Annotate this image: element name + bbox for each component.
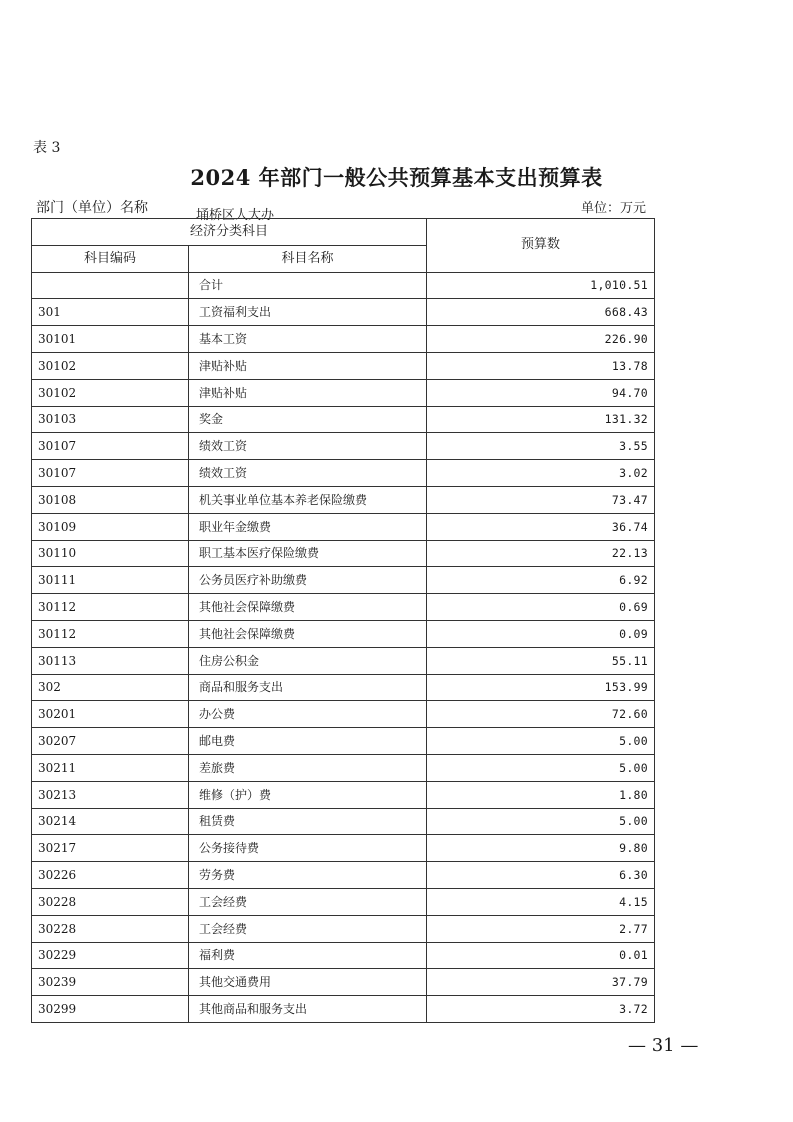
- subject-code-cell: 30111: [32, 567, 189, 594]
- budget-amount-cell: 4.15: [427, 888, 655, 915]
- subject-code-cell: 30102: [32, 352, 189, 379]
- subject-code-cell: 30112: [32, 620, 189, 647]
- subject-name-cell: 公务员医疗补助缴费: [189, 567, 427, 594]
- budget-amount-cell: 153.99: [427, 674, 655, 701]
- budget-amount-cell: 72.60: [427, 701, 655, 728]
- subject-name-cell: 其他社会保障缴费: [189, 594, 427, 621]
- table-row: [32, 754, 655, 781]
- subject-name-cell: 津贴补贴: [189, 352, 427, 379]
- budget-amount-cell: 55.11: [427, 647, 655, 674]
- budget-amount-cell: 2.77: [427, 915, 655, 942]
- department-label: 部门（单位）名称: [36, 200, 148, 216]
- subject-code-cell: 30102: [32, 379, 189, 406]
- subject-name-cell: 劳务费: [189, 862, 427, 889]
- subject-name-cell: 其他商品和服务支出: [189, 996, 427, 1023]
- subject-code-cell: 30214: [32, 808, 189, 835]
- table-row: [32, 433, 655, 460]
- table-row: [32, 594, 655, 621]
- subject-name-cell: 奖金: [189, 406, 427, 433]
- subject-name-cell: 差旅费: [189, 754, 427, 781]
- table-row: [32, 352, 655, 379]
- budget-amount-cell: 3.72: [427, 996, 655, 1023]
- table-row: [32, 888, 655, 915]
- table-row: [32, 379, 655, 406]
- table-row: [32, 701, 655, 728]
- table-number-label: 表 3: [33, 140, 61, 156]
- table-row: [32, 996, 655, 1023]
- budget-amount-cell: 1.80: [427, 781, 655, 808]
- subject-name-cell: 住房公积金: [189, 647, 427, 674]
- table-row: [32, 835, 655, 862]
- subject-code-cell: 30239: [32, 969, 189, 996]
- budget-amount-cell: 94.70: [427, 379, 655, 406]
- unit-label: 单位：万元: [580, 201, 646, 216]
- page-number: — 31 —: [628, 1035, 699, 1056]
- subject-code-cell: 30229: [32, 942, 189, 969]
- subject-name-cell: 职业年金缴费: [189, 513, 427, 540]
- subject-name-cell: 商品和服务支出: [189, 674, 427, 701]
- page-title: 2024 年部门一般公共预算基本支出预算表: [190, 165, 603, 190]
- subject-code-cell: 30228: [32, 915, 189, 942]
- table-row: [32, 326, 655, 353]
- subject-code-cell: 30103: [32, 406, 189, 433]
- subject-name-cell: 津贴补贴: [189, 379, 427, 406]
- subject-name-cell: 机关事业单位基本养老保险缴费: [189, 486, 427, 513]
- header-budget-amount: 预算数: [427, 219, 655, 273]
- budget-amount-cell: 3.55: [427, 433, 655, 460]
- subject-name-cell: 福利费: [189, 942, 427, 969]
- budget-amount-cell: 0.69: [427, 594, 655, 621]
- table-row: [32, 647, 655, 674]
- table-row: [32, 406, 655, 433]
- subject-name-cell: 工会经费: [189, 888, 427, 915]
- subject-code-cell: 30108: [32, 486, 189, 513]
- subject-name-cell: 绩效工资: [189, 433, 427, 460]
- budget-amount-cell: 226.90: [427, 326, 655, 353]
- subject-name-cell: 办公费: [189, 701, 427, 728]
- table-row: [32, 272, 655, 299]
- subject-name-cell: 基本工资: [189, 326, 427, 353]
- subject-code-cell: 30226: [32, 862, 189, 889]
- table-row: [32, 915, 655, 942]
- subject-code-cell: 30217: [32, 835, 189, 862]
- table-row: [32, 781, 655, 808]
- table-row: [32, 540, 655, 567]
- table-row: [32, 942, 655, 969]
- budget-amount-cell: 22.13: [427, 540, 655, 567]
- table-row: [32, 513, 655, 540]
- subject-code-cell: 30113: [32, 647, 189, 674]
- subject-code-cell: 30101: [32, 326, 189, 353]
- budget-amount-cell: 9.80: [427, 835, 655, 862]
- subject-code-cell: [32, 272, 189, 299]
- subject-name-cell: 其他交通费用: [189, 969, 427, 996]
- budget-amount-cell: 668.43: [427, 299, 655, 326]
- subject-code-cell: 30112: [32, 594, 189, 621]
- table-row: [32, 460, 655, 487]
- table-row: [32, 620, 655, 647]
- subject-code-cell: 30207: [32, 728, 189, 755]
- budget-table-body: [32, 272, 655, 1022]
- table-row: [32, 299, 655, 326]
- budget-table: [31, 218, 655, 1023]
- budget-amount-cell: 6.92: [427, 567, 655, 594]
- subject-name-cell: 其他社会保障缴费: [189, 620, 427, 647]
- subject-name-cell: 职工基本医疗保险缴费: [189, 540, 427, 567]
- table-row: [32, 728, 655, 755]
- budget-amount-cell: 13.78: [427, 352, 655, 379]
- subject-code-cell: 30109: [32, 513, 189, 540]
- department-name: 埇桥区人大办: [196, 208, 275, 223]
- subject-code-cell: 30107: [32, 433, 189, 460]
- table-row: [32, 567, 655, 594]
- subject-name-cell: 合计: [189, 272, 427, 299]
- table-row: [32, 808, 655, 835]
- subject-name-cell: 公务接待费: [189, 835, 427, 862]
- subject-code-cell: 301: [32, 299, 189, 326]
- budget-amount-cell: 0.01: [427, 942, 655, 969]
- budget-amount-cell: 73.47: [427, 486, 655, 513]
- budget-amount-cell: 1,010.51: [427, 272, 655, 299]
- subject-code-cell: 30107: [32, 460, 189, 487]
- subject-code-cell: 30110: [32, 540, 189, 567]
- budget-amount-cell: 0.09: [427, 620, 655, 647]
- subject-code-cell: 30228: [32, 888, 189, 915]
- subject-name-cell: 工资福利支出: [189, 299, 427, 326]
- table-row: [32, 969, 655, 996]
- table-row: [32, 862, 655, 889]
- header-subject-code: 科目编码: [32, 245, 189, 272]
- budget-amount-cell: 6.30: [427, 862, 655, 889]
- subject-name-cell: 工会经费: [189, 915, 427, 942]
- header-economic-classification: 经济分类科目: [32, 219, 427, 246]
- budget-amount-cell: 131.32: [427, 406, 655, 433]
- budget-amount-cell: 36.74: [427, 513, 655, 540]
- budget-amount-cell: 37.79: [427, 969, 655, 996]
- header-subject-name: 科目名称: [189, 245, 427, 272]
- subject-name-cell: 维修（护）费: [189, 781, 427, 808]
- table-row: [32, 674, 655, 701]
- subject-name-cell: 绩效工资: [189, 460, 427, 487]
- subject-code-cell: 30213: [32, 781, 189, 808]
- budget-amount-cell: 3.02: [427, 460, 655, 487]
- subject-code-cell: 30211: [32, 754, 189, 781]
- subject-code-cell: 30299: [32, 996, 189, 1023]
- table-row: [32, 486, 655, 513]
- subject-name-cell: 租赁费: [189, 808, 427, 835]
- budget-amount-cell: 5.00: [427, 728, 655, 755]
- subject-name-cell: 邮电费: [189, 728, 427, 755]
- budget-amount-cell: 5.00: [427, 754, 655, 781]
- budget-amount-cell: 5.00: [427, 808, 655, 835]
- subject-code-cell: 30201: [32, 701, 189, 728]
- subject-code-cell: 302: [32, 674, 189, 701]
